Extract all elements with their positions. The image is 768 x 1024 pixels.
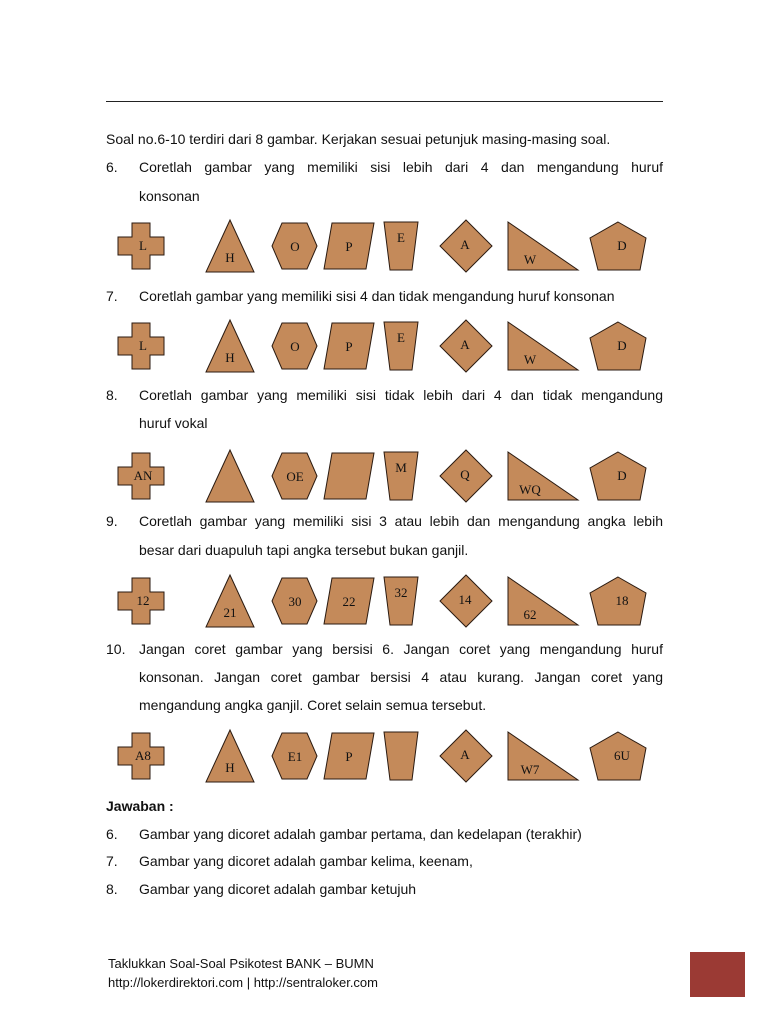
right-triangle-shape bbox=[508, 322, 578, 370]
answer-7-text: Gambar yang dicoret adalah gambar kelima, keenam, bbox=[139, 853, 473, 869]
intro-text: Soal no.6-10 terdiri dari 8 gambar. Kerjakan sesuai petunjuk masing-masing soal. bbox=[106, 131, 611, 147]
answers-heading: Jawaban : bbox=[106, 798, 174, 814]
right-triangle-shape bbox=[508, 732, 578, 780]
answer-8-number: 8. bbox=[106, 881, 118, 897]
footer-title: Taklukkan Soal-Soal Psikotest BANK – BUMN bbox=[108, 956, 374, 971]
question-6-line-2: konsonan bbox=[139, 188, 200, 204]
trapezoid-shape bbox=[384, 577, 418, 625]
question-10-number: 10. bbox=[106, 641, 126, 657]
cross-shape bbox=[118, 733, 164, 779]
diamond-shape bbox=[440, 575, 492, 627]
triangle-shape bbox=[206, 575, 254, 627]
shape-label: OE bbox=[286, 469, 304, 484]
question-7-line-1: Coretlah gambar yang memiliki sisi 4 dan tidak mengandung huruf konsonan bbox=[139, 288, 615, 304]
shape-label: D bbox=[617, 468, 627, 483]
hexagon-shape bbox=[272, 223, 317, 269]
pentagon-shape bbox=[590, 222, 646, 270]
right-triangle-shape bbox=[508, 222, 578, 270]
question-8-number: 8. bbox=[106, 387, 118, 403]
right-triangle-shape-outline bbox=[508, 322, 578, 370]
trapezoid-shape bbox=[384, 452, 418, 500]
question-9-line-1: Coretlah gambar yang memiliki sisi 3 atau lebih dan mengandung angka lebih bbox=[139, 513, 663, 529]
shape-label: O bbox=[290, 339, 300, 354]
shape-label: H bbox=[225, 250, 235, 265]
question-9-number: 9. bbox=[106, 513, 118, 529]
triangle-shape bbox=[206, 320, 254, 372]
pentagon-shape bbox=[590, 452, 646, 500]
trapezoid-shape bbox=[384, 732, 418, 780]
shape-label: P bbox=[345, 749, 353, 764]
question-8-line-1: Coretlah gambar yang memiliki sisi tidak lebih dari 4 dan tidak mengandung bbox=[139, 387, 663, 403]
shape-label: E bbox=[397, 330, 405, 345]
shape-label: W bbox=[523, 352, 537, 367]
parallelogram-shape bbox=[324, 223, 374, 269]
shape-label: H bbox=[225, 350, 235, 365]
question-10-shapes bbox=[106, 728, 668, 788]
question-9-shapes bbox=[106, 573, 668, 633]
question-10-line-3: mengandung angka ganjil. Coret selain semua tersebut. bbox=[139, 697, 487, 713]
header-rule bbox=[106, 101, 663, 102]
parallelogram-shape-outline bbox=[324, 453, 374, 499]
question-10-line-2: konsonan. Jangan coret gambar bersisi 4 atau kurang. Jangan coret yang bbox=[139, 669, 663, 685]
shape-label: E1 bbox=[287, 749, 303, 764]
diamond-shape bbox=[440, 450, 492, 502]
pentagon-shape bbox=[590, 577, 646, 625]
question-10-line-1: Jangan coret gambar yang bersisi 6. Jangan coret yang mengandung huruf bbox=[139, 641, 663, 657]
shape-label: E bbox=[397, 230, 405, 245]
shape-label: 32 bbox=[394, 585, 408, 600]
right-triangle-shape bbox=[508, 452, 578, 500]
shape-label: AN bbox=[133, 468, 153, 483]
shape-label: 21 bbox=[223, 605, 237, 620]
question-6-line-1: Coretlah gambar yang memiliki sisi lebih dari 4 dan mengandung huruf bbox=[139, 159, 663, 175]
shape-label: A bbox=[460, 337, 470, 352]
shape-label: H bbox=[225, 760, 235, 775]
trapezoid-shape-outline bbox=[384, 732, 418, 780]
hexagon-shape bbox=[272, 733, 317, 779]
shape-label: 62 bbox=[523, 607, 537, 622]
footer-red-box bbox=[690, 952, 745, 997]
triangle-shape bbox=[206, 220, 254, 272]
pentagon-shape bbox=[590, 322, 646, 370]
hexagon-shape bbox=[272, 578, 317, 624]
shape-label: A bbox=[460, 237, 470, 252]
trapezoid-shape bbox=[384, 322, 418, 370]
shape-label: W bbox=[523, 252, 537, 267]
shape-label: L bbox=[139, 338, 147, 353]
shape-label: O bbox=[290, 239, 300, 254]
diamond-shape bbox=[440, 220, 492, 272]
shape-label: 30 bbox=[288, 594, 302, 609]
right-triangle-shape-outline bbox=[508, 732, 578, 780]
diamond-shape bbox=[440, 320, 492, 372]
answer-8-text: Gambar yang dicoret adalah gambar ketujuh bbox=[139, 881, 417, 897]
parallelogram-shape bbox=[324, 323, 374, 369]
shape-label: M bbox=[395, 460, 407, 475]
question-6-shapes bbox=[106, 218, 668, 278]
trapezoid-shape bbox=[384, 222, 418, 270]
answer-6-text: Gambar yang dicoret adalah gambar pertama, dan kedelapan (terakhir) bbox=[139, 826, 582, 842]
parallelogram-shape bbox=[324, 578, 374, 624]
shape-label: P bbox=[345, 239, 353, 254]
question-8-line-2: huruf vokal bbox=[139, 415, 208, 431]
question-7-shapes bbox=[106, 318, 668, 378]
shape-label: 22 bbox=[342, 594, 356, 609]
answer-6-number: 6. bbox=[106, 826, 118, 842]
shape-row-svg bbox=[106, 448, 668, 508]
shape-label: 12 bbox=[136, 593, 150, 608]
shape-label: A bbox=[460, 747, 470, 762]
parallelogram-shape bbox=[324, 733, 374, 779]
cross-shape bbox=[118, 578, 164, 624]
parallelogram-shape bbox=[324, 453, 374, 499]
diamond-shape bbox=[440, 730, 492, 782]
shape-label: 14 bbox=[458, 592, 472, 607]
right-triangle-shape-outline bbox=[508, 222, 578, 270]
cross-shape bbox=[118, 323, 164, 369]
triangle-shape bbox=[206, 450, 254, 502]
footer-links[interactable]: http://lokerdirektori.com | http://sentraloker.com bbox=[108, 975, 378, 990]
cross-shape bbox=[118, 223, 164, 269]
triangle-shape-outline bbox=[206, 450, 254, 502]
shape-label: D bbox=[617, 238, 627, 253]
shape-label: 6U bbox=[614, 748, 630, 763]
shape-row-svg bbox=[106, 728, 668, 788]
triangle-shape bbox=[206, 730, 254, 782]
answer-7-number: 7. bbox=[106, 853, 118, 869]
shape-label: A8 bbox=[135, 748, 151, 763]
shape-label: 18 bbox=[615, 593, 629, 608]
question-6-number: 6. bbox=[106, 159, 118, 175]
hexagon-shape bbox=[272, 453, 317, 499]
right-triangle-shape bbox=[508, 577, 578, 625]
question-7-number: 7. bbox=[106, 288, 118, 304]
shape-label: P bbox=[345, 339, 353, 354]
shape-label: W7 bbox=[520, 762, 540, 777]
right-triangle-shape-outline bbox=[508, 577, 578, 625]
shape-row-svg bbox=[106, 318, 668, 378]
question-8-shapes bbox=[106, 448, 668, 508]
shape-label: D bbox=[617, 338, 627, 353]
shape-label: WQ bbox=[519, 482, 541, 497]
question-9-line-2: besar dari duapuluh tapi angka tersebut bukan ganjil. bbox=[139, 542, 469, 558]
shape-row-svg bbox=[106, 218, 668, 278]
hexagon-shape bbox=[272, 323, 317, 369]
cross-shape bbox=[118, 453, 164, 499]
pentagon-shape bbox=[590, 732, 646, 780]
shape-label: Q bbox=[460, 467, 470, 482]
shape-label: L bbox=[139, 238, 147, 253]
shape-row-svg bbox=[106, 573, 668, 633]
